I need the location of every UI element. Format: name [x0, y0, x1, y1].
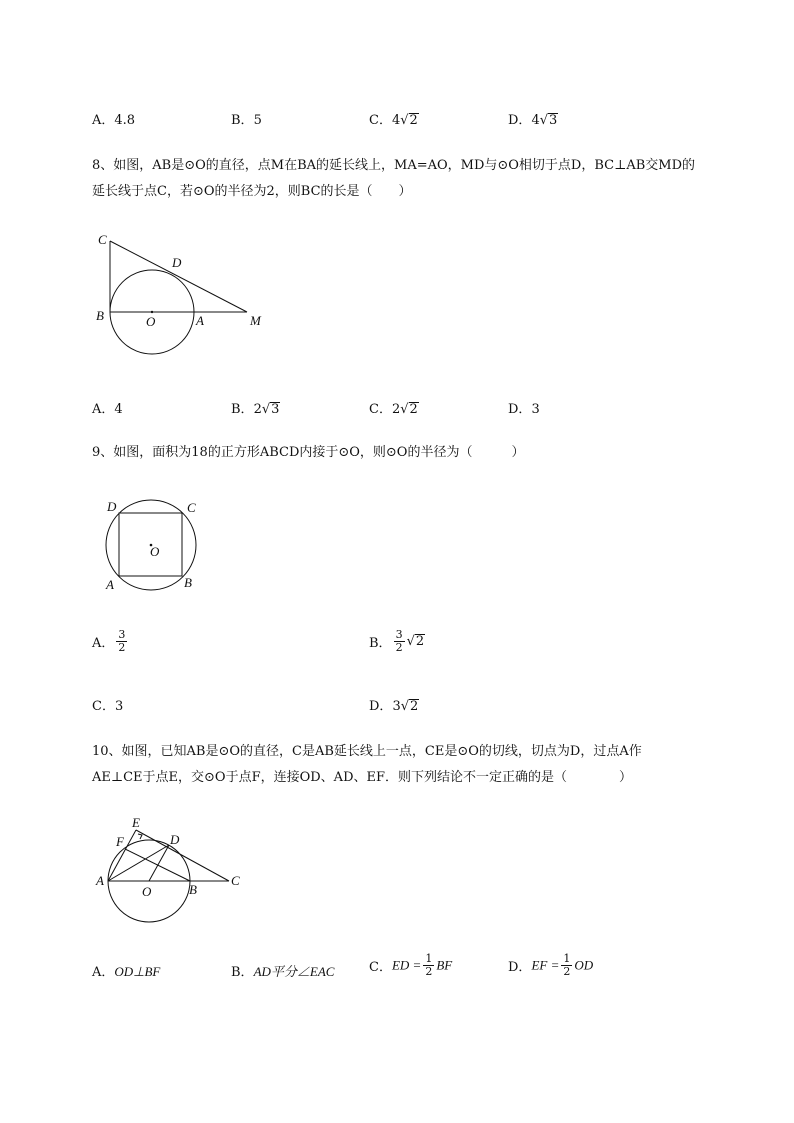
fraction: $\frac{1}{2}$ [563, 952, 571, 978]
q7-option-b: B．5 [231, 113, 262, 128]
sqrt-symbol: √2 [400, 699, 419, 714]
q10-option-c: C．ED = $\frac{1}{2}$ BF [369, 952, 453, 978]
q8-center-dot [151, 311, 153, 313]
q10-label-d: D [170, 832, 180, 847]
q9-option-d: D．3√2 [369, 699, 419, 714]
q9-line-1: 9、如图，面积为18的正方形ABCD内接于⊙O，则⊙O的半径为（ ） [92, 445, 525, 460]
q10-stem [92, 739, 742, 791]
q9-label-d: D [107, 499, 117, 514]
q10-label-a: A [96, 873, 104, 888]
sqrt-symbol: √2 [400, 113, 418, 128]
q10-line-2: AE⊥CE于点E，交⊙O于点F，连接OD、AD、EF．则下列结论不一定正确的是（ ） [92, 770, 633, 785]
q8-line-2: 延长线于点C，若⊙O的半径为2，则BC的长是（ ） [92, 184, 412, 199]
q8-label-b: B [96, 308, 104, 323]
sqrt-symbol: √2 [406, 634, 425, 649]
q7-option-a: A．4.8 [92, 113, 136, 128]
q10-line-ec [136, 830, 229, 881]
q9-label-b: B [184, 575, 192, 590]
q8-label-c: C [98, 232, 107, 247]
q10-option-d: D．EF = $\frac{1}{2}$ OD [508, 952, 594, 978]
q9-label-c: C [187, 500, 196, 515]
q10-label-b: B [189, 882, 197, 897]
q8-option-b: B．2√3 [231, 402, 280, 417]
q10-label-o: O [142, 884, 152, 899]
q9-stem [92, 440, 742, 466]
q10-figure [92, 812, 252, 924]
q8-line-1: 8、如图，AB是⊙O的直径，点M在BA的延长线上，MA=AO，MD与⊙O相切于点D，BC⊥AB交MD的 [92, 158, 696, 173]
q8-line-cm [110, 241, 247, 312]
q9-label-a: A [106, 577, 114, 592]
q8-label-a: A [196, 313, 204, 328]
q8-label-m: M [250, 313, 261, 328]
q8-option-a: A．4 [92, 402, 123, 417]
q9-option-b: B． $\frac{3}{2}$ √2 [369, 628, 425, 654]
q7-option-d: D．4√3 [508, 113, 558, 128]
q8-option-c: C．2√2 [369, 402, 418, 417]
q9-label-o: O [150, 544, 160, 559]
sqrt-symbol: √3 [539, 113, 558, 128]
q10-line-1: 10、如图，已知AB是⊙O的直径，C是AB延长线上一点，CE是⊙O的切线，切点为D，过点A作 [92, 744, 642, 759]
q8-option-d: D．3 [508, 402, 540, 417]
q9-option-a: A． $\frac{3}{2}$ [92, 628, 126, 654]
q9-figure [100, 496, 210, 596]
q10-line-ad [108, 845, 169, 881]
q7-option-c: C．4√2 [369, 113, 418, 128]
sqrt-symbol: √2 [400, 402, 418, 417]
q10-option-b: B．AD平分∠EAC [231, 964, 335, 980]
sqrt-symbol: √3 [261, 402, 280, 417]
fraction: $\frac{3}{2}$ [395, 628, 403, 654]
q8-label-d: D [172, 255, 182, 270]
q9-option-c: C．3 [92, 699, 124, 714]
q8-label-o: O [146, 314, 156, 329]
q8-stem [92, 153, 742, 205]
q10-option-a: A．OD⊥BF [92, 964, 161, 980]
q10-right-angle-mark [138, 834, 142, 839]
q10-label-f: F [116, 834, 124, 849]
q10-label-c: C [231, 873, 240, 888]
fraction: $\frac{3}{2}$ [118, 628, 126, 654]
q10-label-e: E [132, 815, 140, 830]
fraction: $\frac{1}{2}$ [425, 952, 433, 978]
q8-figure [88, 228, 278, 358]
